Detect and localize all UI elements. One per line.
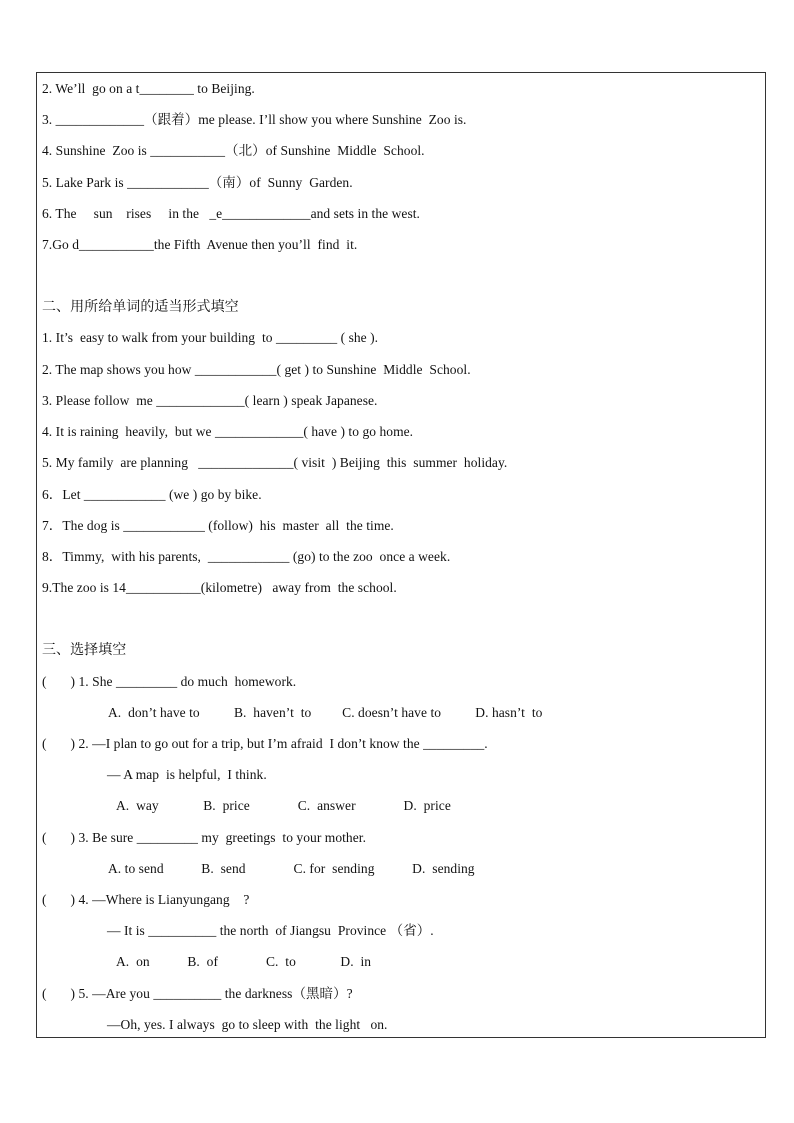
- part3-question-1-options: A. don’t have to B. haven’t to C. doesn’t have to D. hasn’t to: [108, 705, 543, 720]
- part3-question-5: ( ) 5. —Are you __________ the darkness（黑暗）?: [42, 986, 353, 1001]
- part1-item-4: 4. Sunshine Zoo is ___________（北）of Sunshine Middle School.: [42, 143, 425, 158]
- part1-item-5: 5. Lake Park is ____________（南）of Sunny Garden.: [42, 175, 353, 190]
- part3-question-2-reply: — A map is helpful, I think.: [107, 767, 267, 782]
- part3-question-2: ( ) 2. —I plan to go out for a trip, but I’m afraid I don’t know the _________.: [42, 736, 488, 751]
- part3-question-1: ( ) 1. She _________ do much homework.: [42, 674, 297, 689]
- part3-question-4-reply: — It is __________ the north of Jiangsu Province （省）.: [107, 923, 434, 938]
- part3-question-5-reply: —Oh, yes. I always go to sleep with the light on.: [107, 1017, 388, 1032]
- part1-item-6: 6. The sun rises in the _e_____________and sets in the west.: [42, 206, 420, 221]
- part2-item-6: 6．Let ____________ (we ) go by bike.: [42, 487, 262, 502]
- part2-heading: 二、用所给单词的适当形式填空: [42, 299, 239, 315]
- part3-question-2-options: A. way B. price C. answer D. price: [116, 798, 451, 813]
- part3-question-4-options: A. on B. of C. to D. in: [116, 954, 372, 969]
- part1-item-3: 3. _____________（跟着）me please. I’ll show you where Sunshine Zoo is.: [42, 112, 467, 127]
- part3-question-3-options: A. to send B. send C. for sending D. sending: [108, 861, 475, 876]
- part1-item-2: 2. We’ll go on a t________ to Beijing.: [42, 81, 255, 96]
- part3-question-3: ( ) 3. Be sure _________ my greetings to your mother.: [42, 830, 367, 845]
- part2-item-4: 4. It is raining heavily, but we _____________( have ) to go home.: [42, 424, 414, 439]
- part2-item-5: 5. My family are planning ______________( visit ) Beijing this summer holiday.: [42, 455, 508, 470]
- part2-item-1: 1. It’s easy to walk from your building to _________ ( she ).: [42, 330, 379, 345]
- part2-item-9: 9.The zoo is 14___________(kilometre) away from the school.: [42, 580, 397, 595]
- part2-item-3: 3. Please follow me _____________( learn ) speak Japanese.: [42, 393, 378, 408]
- part3-heading: 三、选择填空: [42, 642, 127, 658]
- part3-question-4: ( ) 4. —Where is Lianyungang ?: [42, 892, 250, 907]
- part1-item-7: 7.Go d___________the Fifth Avenue then you’ll find it.: [42, 237, 358, 252]
- part2-item-8: 8．Timmy, with his parents, ____________ (go) to the zoo once a week.: [42, 549, 451, 564]
- part2-item-7: 7．The dog is ____________ (follow) his master all the time.: [42, 518, 394, 533]
- part2-item-2: 2. The map shows you how ____________( get ) to Sunshine Middle School.: [42, 362, 471, 377]
